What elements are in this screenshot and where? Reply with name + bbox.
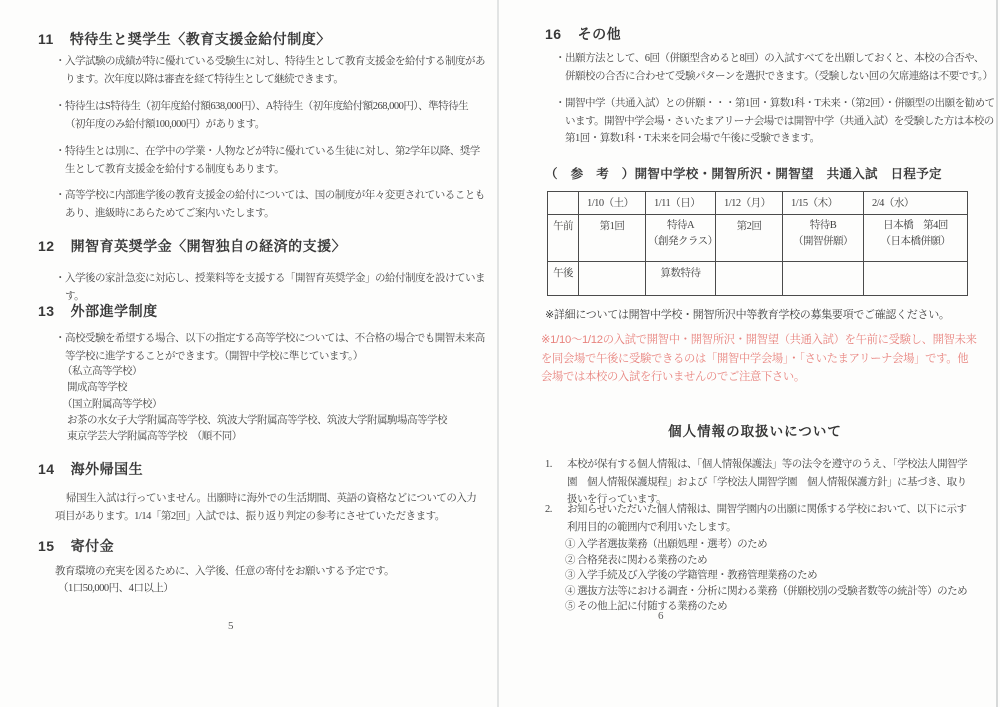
table-cell: 算数特待 bbox=[646, 262, 716, 296]
school-list-line: 開成高等学校 bbox=[67, 382, 127, 394]
paragraph: （1口50,000円、4口以上） bbox=[58, 583, 174, 594]
section-title: 外部進学制度 bbox=[70, 303, 158, 319]
section-title: その他 bbox=[577, 26, 622, 42]
cell-line: 日本橋 第4回 bbox=[883, 220, 948, 231]
header-cell-date: 1/12（月） bbox=[716, 192, 783, 215]
row-label: 午後 bbox=[548, 262, 579, 296]
privacy-sub-item: ② 合格発表に関わる業務のため bbox=[565, 554, 708, 566]
header-cell-date: 1/11（日） bbox=[646, 192, 716, 215]
red-warning-note: ※1/10～1/12の入試で開智中・開智所沢・開智望（共通入試）を午前に受験し、開智未来を同会場で午後に受験できるのは「開智中学会場」・「さいたまアリーナ会場」です。他会場では本校の入試を行いませんのでご注意下さい。 bbox=[541, 334, 977, 383]
header-cell-date: 1/10（土） bbox=[579, 192, 646, 215]
section-number: 15 bbox=[38, 538, 55, 554]
privacy-item-number: 1. bbox=[545, 459, 552, 470]
section-number: 11 bbox=[38, 31, 54, 47]
bullet-paragraph: ・高校受験を希望する場合、以下の指定する高等学校については、不合格の場合でも開智未来高等学校に進学することができます。（開智中学校に準じています。） bbox=[55, 333, 485, 362]
table-cell: 第2回 bbox=[716, 215, 783, 262]
page-number: 6 bbox=[658, 610, 664, 622]
page-6 bbox=[500, 0, 1000, 707]
privacy-item-2 bbox=[545, 501, 971, 536]
school-list bbox=[62, 364, 492, 445]
section-title: 開智育英奨学金〈開智独自の経済的支援〉 bbox=[70, 238, 347, 254]
section-number: 12 bbox=[38, 238, 55, 254]
paragraph: 帰国生入試は行っていません。出願時に海外での生活期間、英語の資格などについての入力項目があります。1/14「第2回」入試では、振り返り判定の参考にさせていただきます。 bbox=[55, 493, 477, 522]
table-cell bbox=[579, 262, 646, 296]
page-number: 5 bbox=[228, 620, 234, 632]
privacy-sub-items bbox=[565, 537, 985, 615]
section-15-heading bbox=[38, 536, 114, 556]
privacy-sub-item: ⑤ その他上記に付随する業務のため bbox=[565, 601, 728, 613]
section-14-heading bbox=[38, 459, 143, 479]
section-16-heading bbox=[545, 24, 621, 44]
bullet-paragraph: ・出願方法として、6回（併願型含めると8回）の入試すべてを出願しておくと、本校の合否や、併願校の合否に合わせて受験パターンを選択できます。（受験しない回の欠席連絡は不要です。） bbox=[555, 53, 993, 82]
privacy-sub-item: ① 入学者選抜業務（出願処理・選考）のため bbox=[565, 539, 768, 550]
section-number: 13 bbox=[38, 303, 55, 319]
cell-line: （開智併願） bbox=[793, 236, 853, 247]
privacy-sub-item: ③ 入学手続及び入学後の学籍管理・教務管理業務のため bbox=[565, 570, 818, 582]
section-number: 16 bbox=[545, 26, 562, 42]
header-cell-date: 1/15（木） bbox=[783, 192, 864, 215]
table-cell bbox=[646, 215, 716, 262]
section-title: 寄付金 bbox=[70, 538, 115, 554]
cell-line: （創発クラス） bbox=[648, 236, 718, 247]
section-11-heading bbox=[38, 29, 331, 49]
table-cell: 第1回 bbox=[579, 215, 646, 262]
privacy-heading: 個人情報の取扱いについて bbox=[668, 424, 842, 439]
detail-note: ※詳細については開智中学校・開智所沢中等教育学校の募集要項でご確認ください。 bbox=[545, 309, 950, 321]
row-label: 午前 bbox=[548, 215, 579, 262]
bullet-paragraph: ・開智中学（共通入試）との併願・・・第1回・算数1科・T未来・（第2回）・併願型の出願を勧めています。開智中学会場・さいたまアリーナ会場では開智中学（共通入試）を受験した方は本校の第1回・算数1科・T未来を同会場で午後に受験できます。 bbox=[555, 98, 995, 144]
section-number: 14 bbox=[38, 461, 55, 477]
privacy-item-text: 本校が保有する個人情報は、「個人情報保護法」等の法令を遵守のうえ、「学校法人開智学園 個人情報保護規程」および「学校法人開智学園 個人情報保護方針」に基づき、取り扱いを行っています。 bbox=[567, 459, 968, 505]
table-row-pm bbox=[548, 262, 968, 296]
cell-line: 特待A bbox=[666, 220, 695, 231]
paragraph: 教育環境の充実を図るために、入学後、任意の寄付をお願いする予定です。 bbox=[55, 566, 395, 577]
table-header-row bbox=[548, 192, 968, 215]
table-cell bbox=[864, 262, 968, 296]
table-cell bbox=[716, 262, 783, 296]
header-cell-empty bbox=[548, 192, 579, 215]
bullet-paragraph: ・入学試験の成績が特に優れている受験生に対し、特待生として教育支援金を給付する制度があります。次年度以降は審査を経て特待生として継続できます。 bbox=[55, 56, 485, 85]
cell-line: （日本橋併願） bbox=[880, 236, 951, 247]
table-cell bbox=[783, 262, 864, 296]
bullet-paragraph: ・特待生はS特待生（初年度給付額638,000円）、A特待生（初年度給付額268,000円）、準特待生（初年度のみ給付額100,000円）があります。 bbox=[55, 101, 469, 130]
section-12-heading bbox=[38, 236, 346, 256]
bullet-paragraph: ・特待生とは別に、在学中の学業・人物などが特に優れている生徒に対し、第2学年以降、奨学生として教育支援金を給付する制度もあります。 bbox=[55, 146, 480, 175]
school-list-line: （国立附属高等学校） bbox=[62, 398, 162, 410]
bullet-paragraph: ・入学後の家計急変に対応し、授業料等を支援する「開智育英奨学金」の給付制度を設けています。 bbox=[55, 273, 485, 302]
cell-line: 特待B bbox=[809, 220, 837, 231]
header-cell-date: 2/4（水） bbox=[864, 192, 968, 215]
table-cell bbox=[783, 215, 864, 262]
table-cell bbox=[864, 215, 968, 262]
schedule-table-caption: （ 参 考 ）開智中学校・開智所沢・開智望 共通入試 日程予定 bbox=[545, 167, 942, 181]
table-row-am bbox=[548, 215, 968, 262]
schedule-table bbox=[547, 191, 968, 296]
privacy-item-text: お知らせいただいた個人情報は、開智学園内の出願に関係する学校において、以下に示す利用目的の範囲内で利用いたします。 bbox=[567, 504, 967, 533]
bullet-paragraph: ・高等学校に内部進学後の教育支援金の給付については、国の制度が年々変更されていることもあり、進級時にあらためてご案内いたします。 bbox=[55, 190, 485, 219]
privacy-sub-item: ④ 選抜方法等における調査・分析に関わる業務（併願校別の受験者数等の統計等）のため bbox=[565, 585, 968, 597]
school-list-line: 東京学芸大学附属高等学校 （順不同） bbox=[67, 431, 242, 443]
privacy-item-number: 2. bbox=[545, 504, 552, 515]
school-list-line: お茶の水女子大学附属高等学校、筑波大学附属高等学校、筑波大学附属駒場高等学校 bbox=[67, 414, 447, 426]
section-title: 海外帰国生 bbox=[70, 461, 144, 477]
section-title: 特待生と奨学生〈教育支援金給付制度〉 bbox=[69, 31, 331, 47]
school-list-line: （私立高等学校） bbox=[62, 366, 142, 377]
section-13-heading bbox=[38, 301, 158, 321]
